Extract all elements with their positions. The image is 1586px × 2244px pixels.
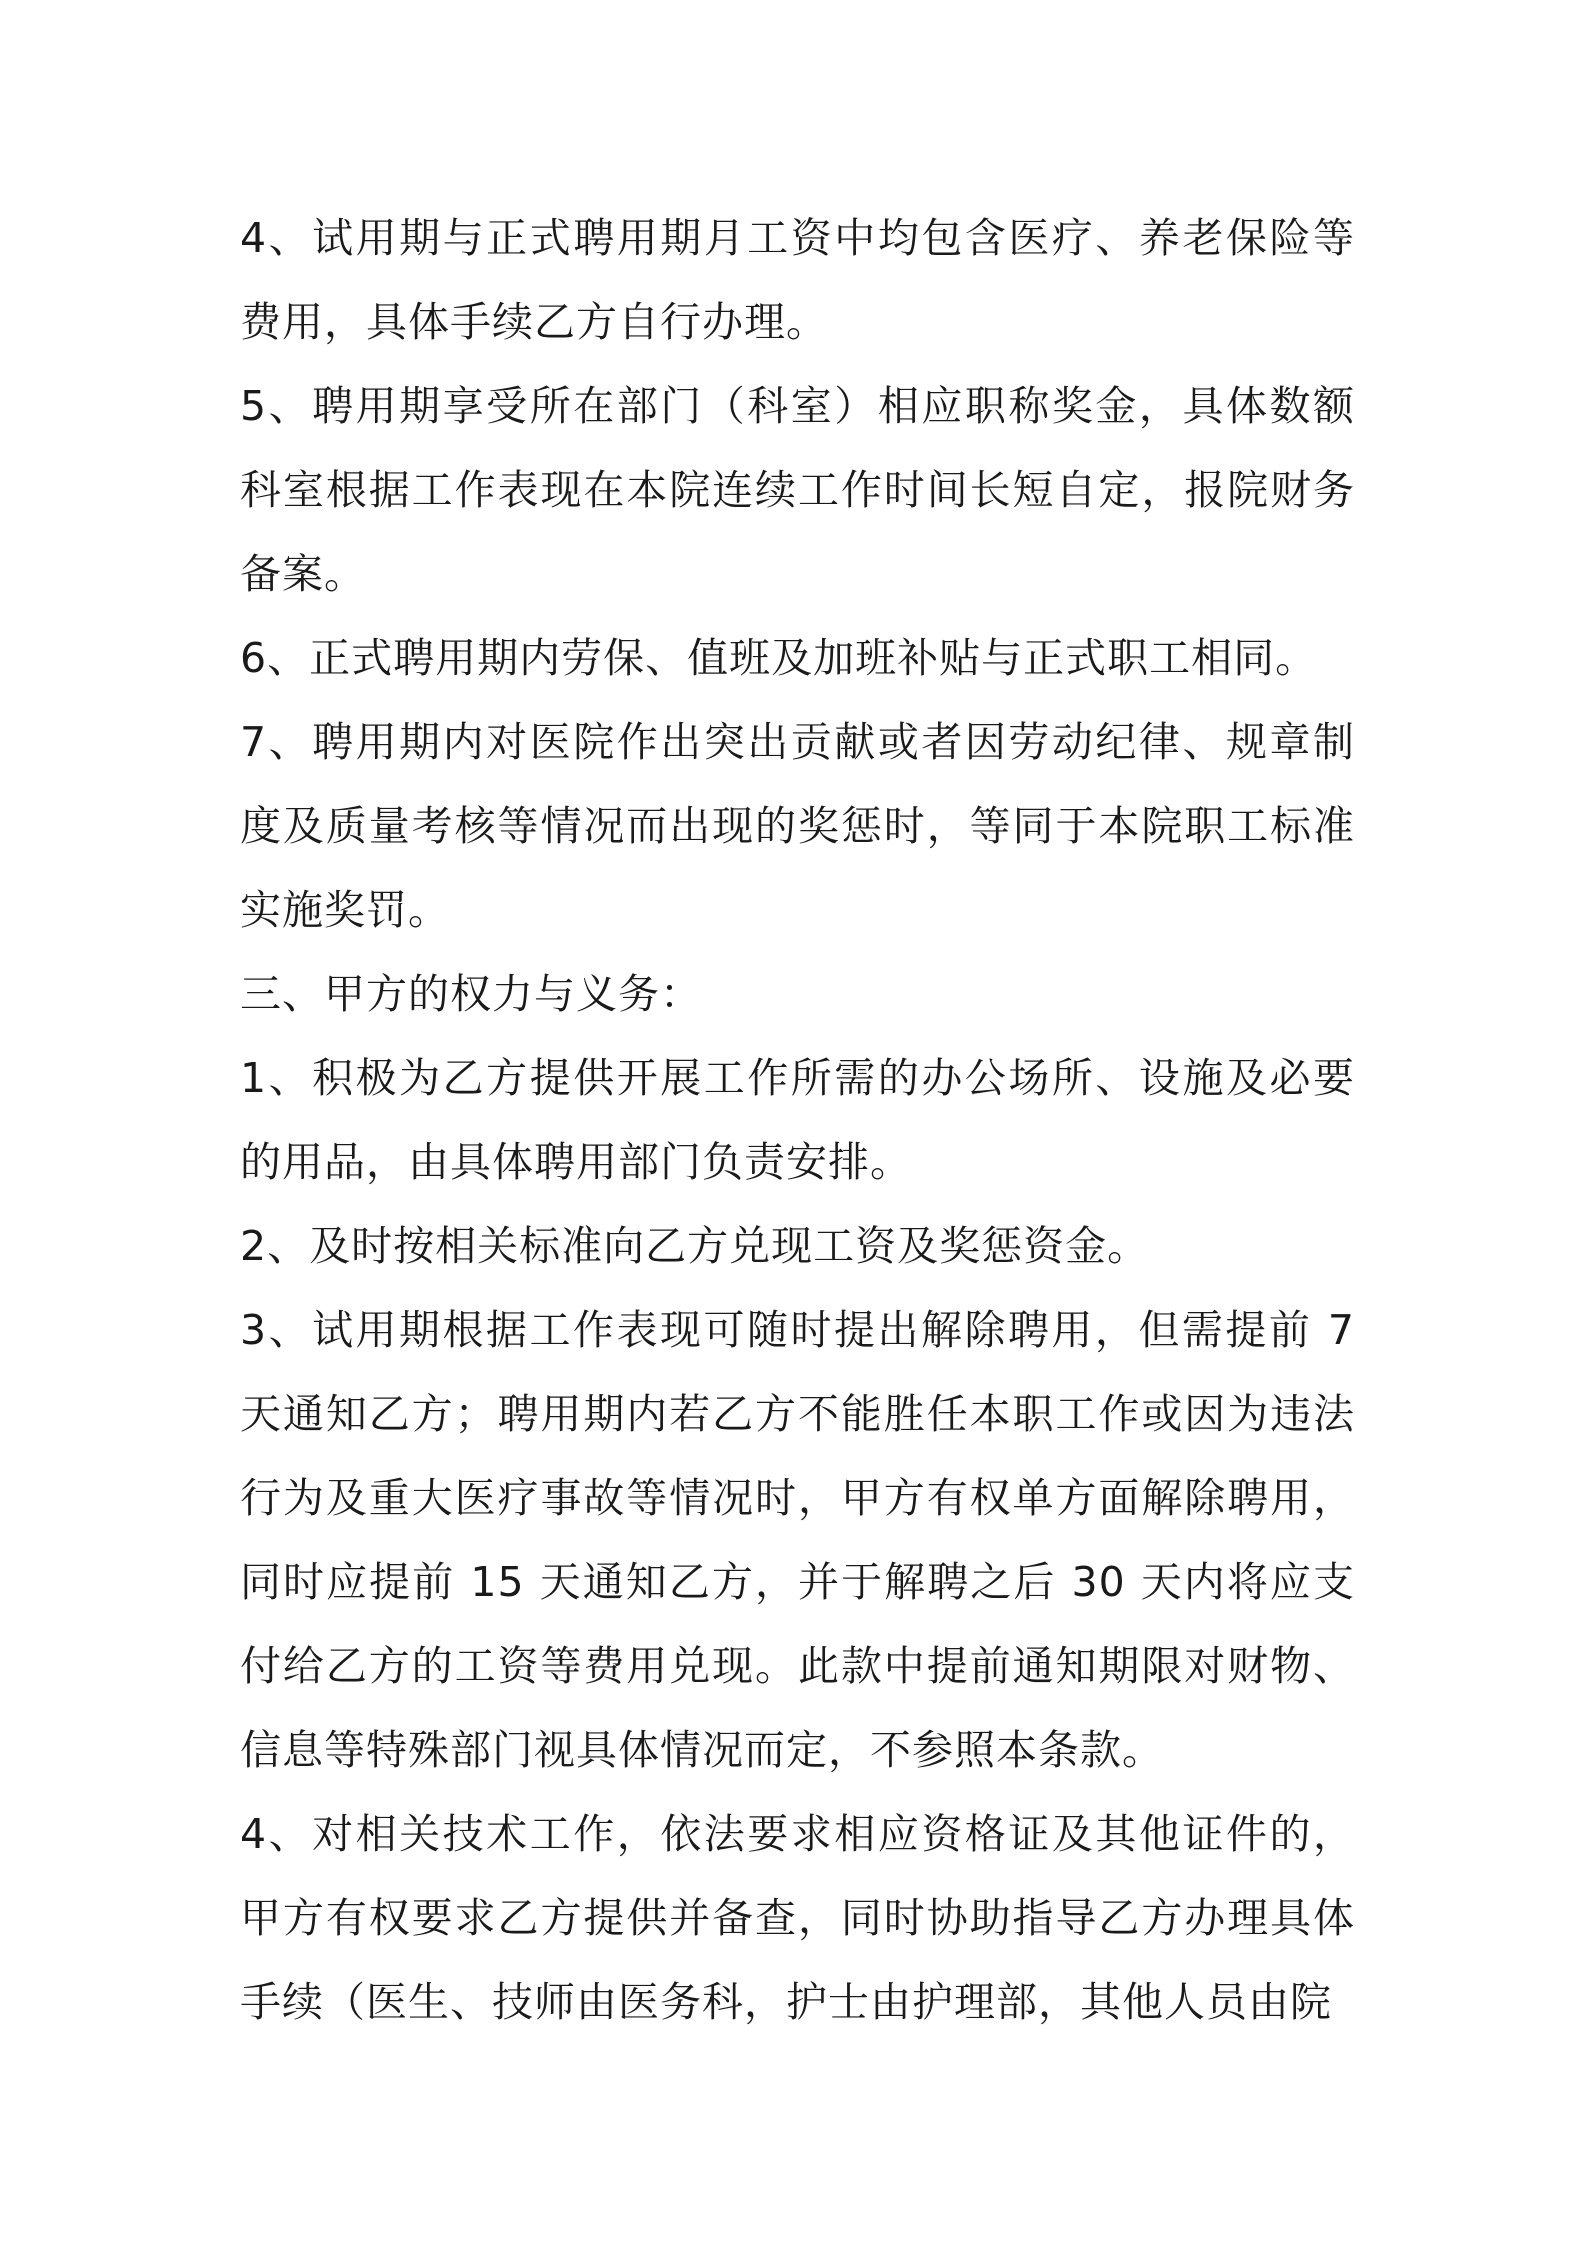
paragraph-item-3-termination: 3、试用期根据工作表现可随时提出解除聘用，但需提前 7 天通知乙方；聘用期内若乙方不能胜任本职工作或因为违法行为及重大医疗事故等情况时，甲方有权单方面解除聘用，同时应提前 15 天通知乙方，并于解聘之后 30 天内将应支付给乙方的工资等费用兑现。此款中提前通知期限对财物、信息等特殊部门视具体情况而定，不参照本条款。 (240, 1306, 1355, 1774)
paragraph-item-1-office: 1、积极为乙方提供开展工作所需的办公场所、设施及必要的用品，由具体聘用部门负责安排。 (240, 1054, 1355, 1186)
paragraph-item-6-subsidy: 6、正式聘用期内劳保、值班及加班补贴与正式职工相同。 (240, 634, 1318, 682)
paragraph-item-7-rewards: 7、聘用期内对医院作出突出贡献或者因劳动纪律、规章制度及质量考核等情况而出现的奖惩时，等同于本院职工标准实施奖罚。 (240, 718, 1355, 934)
paragraph-item-5-bonus: 5、聘用期享受所在部门（科室）相应职称奖金，具体数额科室根据工作表现在本院连续工作时间长短自定，报院财务备案。 (240, 382, 1355, 598)
paragraph-item-4-salary-insurance: 4、试用期与正式聘用期月工资中均包含医疗、养老保险等费用，具体手续乙方自行办理。 (240, 214, 1355, 346)
document-body (240, 196, 1355, 2044)
paragraph-item-4-certificates: 4、对相关技术工作，依法要求相应资格证及其他证件的，甲方有权要求乙方提供并备查，同时协助指导乙方办理具体手续（医生、技师由医务科，护士由护理部，其他人员由院 (240, 1810, 1355, 2026)
paragraph-item-2-payment: 2、及时按相关标准向乙方兑现工资及奖惩资金。 (240, 1222, 1150, 1270)
section-heading-party-a-rights: 三、甲方的权力与义务： (240, 970, 702, 1018)
